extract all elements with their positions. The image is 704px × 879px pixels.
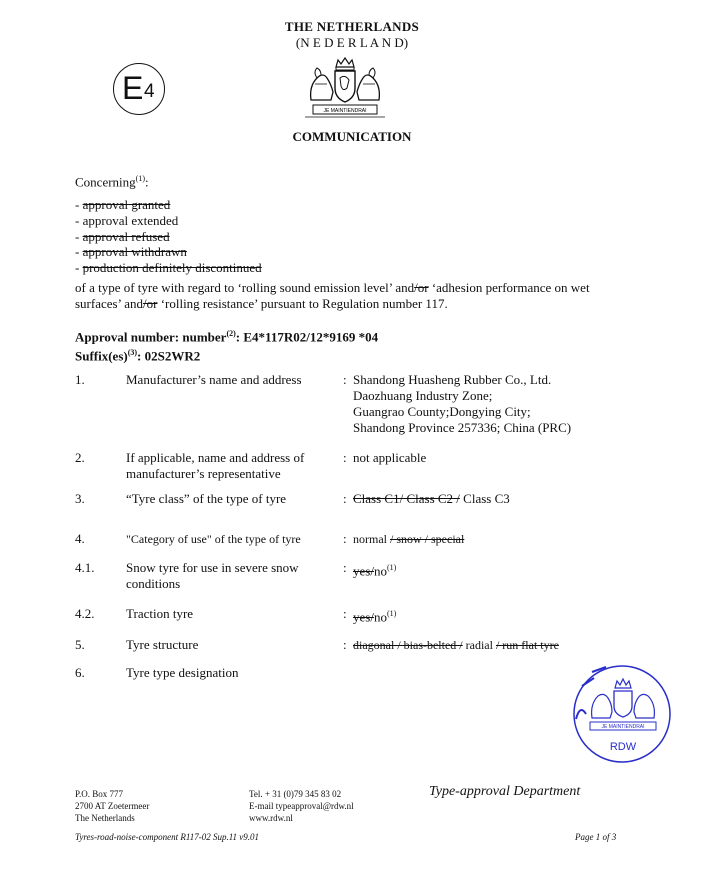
item-4-1-label: Snow tyre for use in severe snow conditions: [126, 560, 299, 591]
footer-address-line: P.O. Box 777: [75, 789, 124, 799]
concerning-label: [75, 174, 149, 190]
item-2-colon: :: [343, 450, 347, 465]
option-production-discontinued: [75, 260, 262, 276]
item-2-number: 2.: [75, 450, 85, 465]
item-4-label: "Category of use" of the type of tyre: [126, 532, 301, 546]
item-4-1-colon: :: [343, 560, 347, 575]
approval-value: : E4*117R02/12*9169 *04: [235, 329, 379, 345]
suffix-sup: (3): [127, 348, 138, 358]
traction-tyre-sup: (1): [386, 609, 397, 618]
manufacturer-address: [353, 372, 571, 436]
item-4-2-label: Traction tyre: [126, 606, 194, 621]
tyre-class-struck: Class C1/ Class C2 /: [353, 491, 460, 506]
option-approval-withdrawn: [75, 244, 262, 260]
option-prefix: -: [75, 244, 83, 260]
traction-tyre-struck: yes/: [353, 609, 374, 625]
address-line: Shandong Huasheng Rubber Co., Ltd.: [353, 372, 552, 387]
footer-page-number: Page 1 of 3: [575, 832, 617, 842]
tyre-class-selected: Class C3: [459, 491, 510, 506]
e4-mark: [113, 63, 165, 115]
document-title: COMMUNICATION: [292, 129, 412, 144]
coat-of-arms: [303, 56, 387, 118]
category-value: [353, 531, 464, 547]
footer-contact: [249, 788, 354, 824]
item-5-number: 5.: [75, 637, 85, 652]
item-1-colon: :: [343, 372, 347, 387]
option-text: approval withdrawn: [82, 244, 187, 260]
structure-struck-b: / run flat tyre: [495, 638, 559, 652]
footer-email[interactable]: E-mail typeapproval@rdw.nl: [249, 801, 354, 811]
snow-tyre-sup: (1): [386, 563, 397, 572]
address-line: Daozhuang Industry Zone;: [353, 388, 493, 403]
item-4-2-number: 4.2.: [75, 606, 95, 621]
rdw-stamp-icon: [572, 664, 672, 766]
footer-department: Type-approval Department: [429, 784, 581, 799]
regard-or-1: /or: [414, 280, 429, 295]
item-5-label: Tyre structure: [126, 637, 199, 652]
item-2-value: not applicable: [353, 450, 427, 465]
item-4-2-colon: :: [343, 606, 347, 621]
footer-phone: Tel. + 31 (0)79 345 83 02: [249, 789, 342, 799]
address-line: Guangrao County;Dongying City;: [353, 404, 531, 419]
option-prefix: -: [75, 197, 83, 212]
option-prefix: -: [75, 260, 83, 276]
item-6-number: 6.: [75, 665, 85, 680]
snow-tyre-struck: yes/: [353, 563, 374, 579]
concerning-text: Concerning: [75, 174, 136, 190]
stamp-rdw-text: RDW: [609, 741, 637, 753]
country-title: THE NETHERLANDS: [284, 19, 420, 34]
approval-number: [75, 326, 378, 345]
concerning-options: [75, 197, 262, 276]
approval-block: [75, 326, 378, 365]
traction-tyre-value: [353, 606, 396, 625]
footer-website[interactable]: www.rdw.nl: [249, 813, 293, 823]
item-1-label: Manufacturer’s name and address: [126, 372, 302, 387]
regard-text-3: surfaces’ and: [75, 296, 143, 311]
regard-or-2: /or: [142, 296, 158, 311]
option-text: approval refused: [82, 228, 170, 244]
regard-text-1: of a type of tyre with regard to ‘rolling sound emission level’ and: [75, 280, 415, 295]
footer-address: [75, 788, 149, 824]
traction-tyre-selected: no: [373, 609, 387, 625]
item-3-colon: :: [343, 491, 347, 506]
coat-of-arms-icon: [303, 56, 387, 118]
suffix-line: [75, 345, 378, 364]
approval-label: Approval number: number: [75, 329, 227, 345]
category-struck: / snow / special: [390, 532, 465, 546]
regard-line-2: [75, 296, 635, 312]
tyre-structure-value: [353, 637, 559, 653]
item-3-label: “Tyre class” of the type of tyre: [126, 491, 287, 506]
regard-text-4: ‘rolling resistance’ pursuant to Regulation number 117.: [157, 296, 448, 311]
item-4-number: 4.: [75, 531, 85, 546]
footer-doc-ref: Tyres-road-noise-component R117-02 Sup.11 v9.01: [75, 832, 260, 842]
item-2-label: If applicable, name and address of manufacturer’s representative: [126, 450, 305, 481]
snow-tyre-value: [353, 560, 396, 579]
item-5-colon: :: [343, 637, 347, 652]
option-text: approval granted: [82, 197, 171, 212]
option-prefix: -: [75, 212, 83, 228]
option-approval-extended: [75, 213, 262, 229]
option-text: production definitely discontinued: [82, 260, 262, 276]
footer-address-line: 2700 AT Zoetermeer: [75, 801, 150, 811]
option-approval-refused: [75, 229, 262, 245]
structure-selected: radial: [462, 638, 496, 652]
approval-sup: (2): [226, 329, 236, 338]
structure-struck-a: diagonal / bias-belted /: [353, 638, 463, 652]
e-mark-number: 4: [144, 81, 155, 102]
item-3-number: 3.: [75, 491, 85, 506]
stamp-motto: JE MAINTIENDRAI: [601, 724, 645, 730]
footer-address-line: The Netherlands: [75, 813, 135, 823]
category-selected: normal: [353, 532, 390, 546]
e-mark-letter: E: [122, 70, 144, 106]
regard-paragraph: [75, 280, 635, 312]
snow-tyre-selected: no: [373, 563, 387, 579]
item-4-colon: :: [343, 531, 347, 546]
suffix-label: Suffix(es): [75, 348, 128, 364]
country-native-title: (N E D E R L A N D): [295, 35, 409, 50]
regard-line-1: [75, 280, 635, 296]
option-approval-granted: [75, 197, 262, 213]
option-prefix: -: [75, 228, 83, 244]
item-4-1-number: 4.1.: [75, 560, 95, 575]
tyre-class-value: [353, 491, 510, 507]
item-6-label: Tyre type designation: [126, 665, 239, 680]
rdw-stamp: [572, 664, 672, 766]
coat-motto: JE MAINTIENDRAI: [323, 108, 367, 114]
item-1-number: 1.: [75, 372, 85, 387]
regard-text-2: ‘adhesion performance on wet: [428, 280, 590, 295]
address-line: Shandong Province 257336; China (PRC): [353, 420, 572, 435]
concerning-sup: (1): [135, 174, 145, 183]
suffix-value: : 02S2WR2: [137, 348, 201, 364]
concerning-colon: :: [144, 174, 149, 190]
option-text: approval extended: [82, 212, 179, 228]
